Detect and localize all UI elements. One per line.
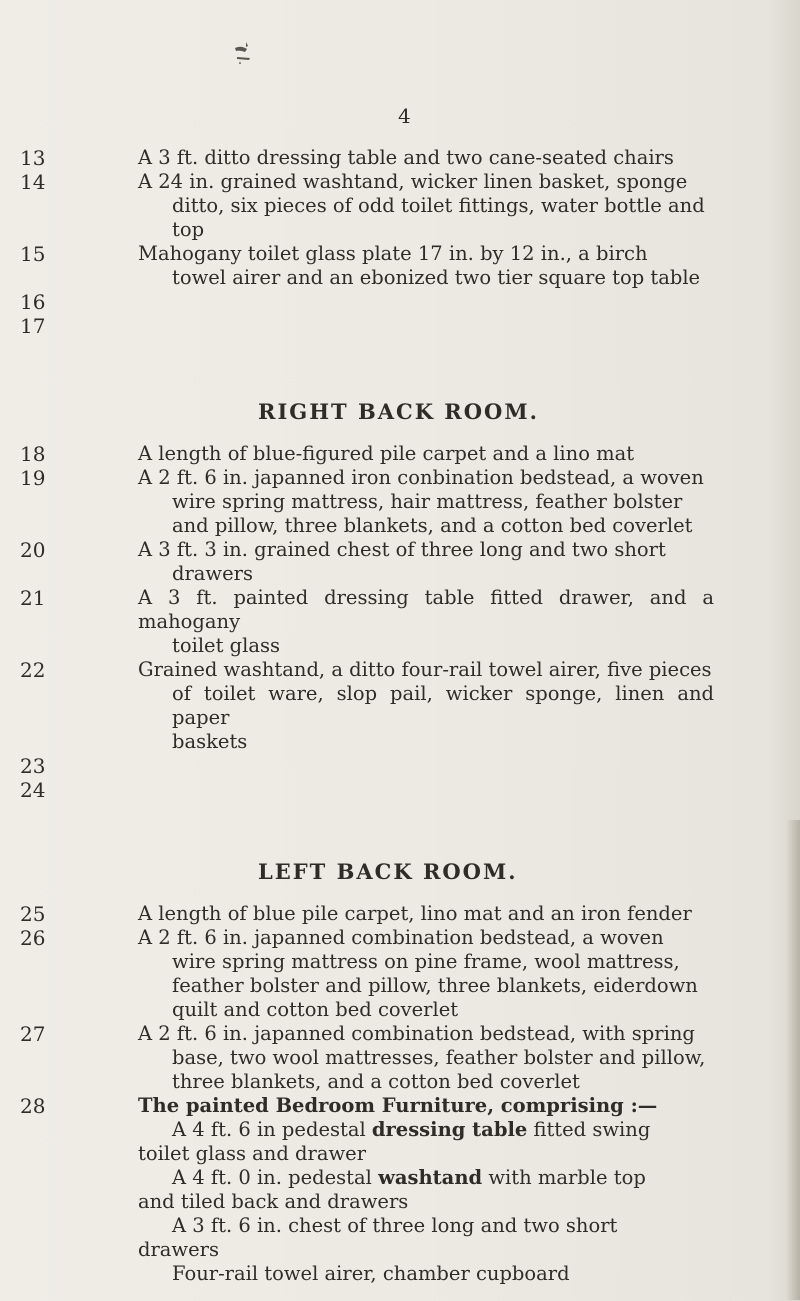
lot-description-line: and pillow, three blankets, and a cotton bed coverlet	[172, 514, 693, 537]
lot-number: 17	[20, 314, 46, 338]
lot-entry	[20, 586, 714, 658]
lot-entry	[20, 538, 714, 586]
sub-item-line	[172, 1214, 714, 1238]
sub-item-text: A 3 ft. 6 in. chest of three long and two short	[172, 1214, 618, 1237]
lot-number: 25	[20, 902, 46, 926]
entries-left-back-room	[0, 902, 800, 1118]
sub-item-bold-text: washtand	[378, 1166, 483, 1189]
page-number: 4	[398, 104, 411, 128]
lot-entry	[20, 314, 714, 338]
lot-description-line: A 3 ft. 3 in. grained chest of three long and two short	[138, 538, 666, 561]
lot-description-line: Grained washtand, a ditto four-rail towel airer, five pieces	[138, 658, 712, 681]
lot-description-line: A 3 ft. ditto dressing table and two cane-seated chairs	[138, 146, 674, 169]
lot-number: 22	[20, 658, 46, 682]
lot-description-line: towel airer and an ebonized two tier square top table	[172, 266, 701, 289]
sub-item	[138, 1214, 714, 1262]
lot-entry	[20, 242, 714, 290]
lot-entry	[20, 442, 714, 466]
lot-entry	[20, 1022, 714, 1094]
lot-entry	[20, 1094, 714, 1118]
sub-item-continuation: and tiled back and drawers	[138, 1190, 409, 1213]
sub-item-bold-text: dressing table	[371, 1118, 528, 1141]
lot-description-line: wire spring mattress on pine frame, wool mattress,	[172, 950, 680, 973]
lot-number: 14	[20, 170, 46, 194]
sub-item-text: A 4 ft. 0 in. pedestal	[172, 1166, 379, 1189]
sub-item-continuation: drawers	[138, 1238, 219, 1261]
sub-item-line	[172, 1118, 714, 1142]
lot-description-line: ditto, six pieces of odd toilet fittings, water bottle and	[172, 194, 705, 217]
lot-entry	[20, 146, 714, 170]
lot-entry	[20, 290, 714, 314]
lot-entry	[20, 658, 714, 754]
lot-number: 19	[20, 466, 46, 490]
lot-description-line: three blankets, and a cotton bed coverlet	[172, 1070, 580, 1093]
catalogue-list	[0, 146, 800, 1286]
sub-item-line	[172, 1166, 714, 1190]
ink-mark-icon	[232, 40, 254, 66]
lot-description-line: toilet glass	[172, 634, 280, 657]
lot-description-line: A 3 ft. painted dressing table fitted drawer, and a mahogany	[138, 586, 714, 633]
lot-description-line: A length of blue-figured pile carpet and a lino mat	[138, 442, 635, 465]
lot-description-line: feather bolster and pillow, three blankets, eiderdown	[172, 974, 698, 997]
lot-number: 26	[20, 926, 46, 950]
section-heading-left-back-room: LEFT BACK ROOM.	[258, 859, 518, 884]
sub-item-continuation: toilet glass and drawer	[138, 1142, 367, 1165]
lot-number: 28	[20, 1094, 46, 1118]
lot-description-line: Mahogany toilet glass plate 17 in. by 12 in., a birch	[138, 242, 648, 265]
lot-entry	[20, 778, 714, 802]
lot-description-line: quilt and cotton bed coverlet	[172, 998, 459, 1021]
lot-number: 21	[20, 586, 46, 610]
sub-item	[172, 1262, 714, 1286]
lot-description-line: The painted Bedroom Furniture, comprising :—	[138, 1094, 658, 1117]
sub-item-text: fitted swing	[527, 1118, 651, 1141]
lot-description-line: base, two wool mattresses, feather bolster and pillow,	[172, 1046, 706, 1069]
lot-entry	[20, 926, 714, 1022]
lot-description-line: baskets	[172, 730, 248, 753]
lot-number: 15	[20, 242, 46, 266]
lot-entry	[20, 170, 714, 242]
lot-description-line: drawers	[172, 562, 253, 585]
lot-description-line: A 2 ft. 6 in. japanned combination bedstead, with spring	[138, 1022, 695, 1045]
lot-number: 16	[20, 290, 46, 314]
lot-description-line: A 2 ft. 6 in. japanned iron conbination bedstead, a woven	[138, 466, 704, 489]
bedroom-furniture-sub-items	[0, 1118, 800, 1286]
page-edge-shadow	[786, 820, 800, 1300]
lot-description-line: A length of blue pile carpet, lino mat and an iron fender	[138, 902, 692, 925]
lot-number: 23	[20, 754, 46, 778]
sub-item	[138, 1166, 714, 1214]
lot-description-line: A 2 ft. 6 in. japanned combination bedstead, a woven	[138, 926, 664, 949]
lot-description-line: of toilet ware, slop pail, wicker sponge, linen and paper	[172, 682, 714, 729]
lot-number: 18	[20, 442, 46, 466]
sub-item	[138, 1118, 714, 1166]
lot-number: 27	[20, 1022, 46, 1046]
lot-entry	[20, 754, 714, 778]
sub-item-text: A 4 ft. 6 in pedestal	[172, 1118, 372, 1141]
lot-description-line: top	[172, 218, 205, 241]
sub-item-line	[172, 1262, 714, 1286]
section-heading-right-back-room: RIGHT BACK ROOM.	[258, 399, 539, 424]
lot-description-line: wire spring mattress, hair mattress, feather bolster	[172, 490, 683, 513]
entries-right-back-room	[0, 442, 800, 802]
lot-description-line: A 24 in. grained washtand, wicker linen basket, sponge	[138, 170, 688, 193]
sub-item-text: Four-rail towel airer, chamber cupboard	[172, 1262, 570, 1285]
lot-entry	[20, 902, 714, 926]
lot-number: 20	[20, 538, 46, 562]
sub-item-text: with marble top	[482, 1166, 646, 1189]
lot-number: 24	[20, 778, 46, 802]
lot-entry	[20, 466, 714, 538]
entries-top	[0, 146, 800, 338]
lot-number: 13	[20, 146, 46, 170]
